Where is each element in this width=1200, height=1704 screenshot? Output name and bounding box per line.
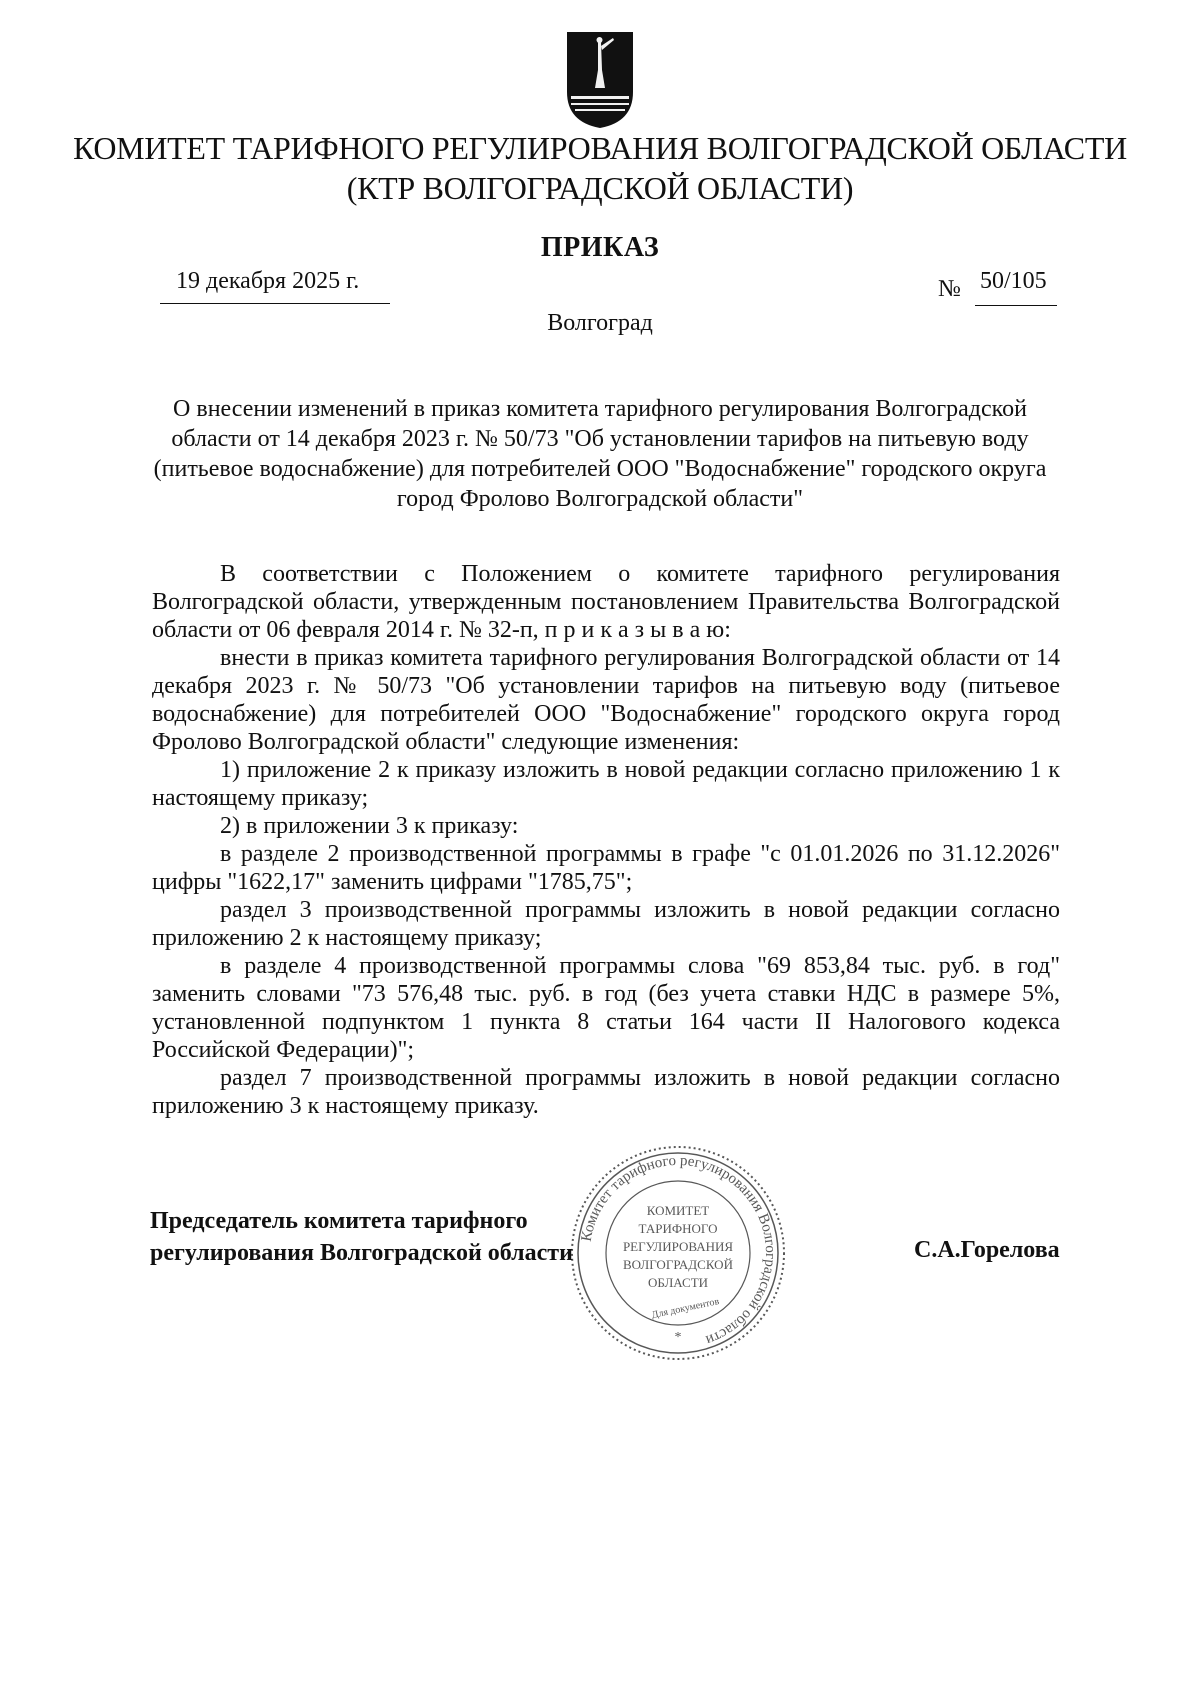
order-body	[152, 560, 1060, 1120]
order-number: 50/105	[980, 268, 1047, 294]
signatory-position	[150, 1205, 573, 1269]
official-stamp	[568, 1143, 788, 1363]
stamp-inner-line: ТАРИФНОГО	[638, 1221, 718, 1236]
signatory-name: С.А.Горелова	[914, 1237, 1060, 1263]
stamp-inner-line: КОМИТЕТ	[646, 1203, 710, 1218]
stamp-inner-line: РЕГУЛИРОВАНИЯ	[622, 1239, 734, 1254]
stamp-note: Для документов	[650, 1296, 721, 1322]
subject-line: области от 14 декабря 2023 г. № 50/73 "Об установлении тарифов на питьевую воду	[171, 426, 1029, 452]
position-line: Председатель комитета тарифного	[150, 1208, 528, 1234]
coat-of-arms-icon	[565, 30, 635, 130]
city: Волгоград	[547, 310, 653, 336]
date-underline	[160, 303, 390, 304]
body-paragraph: в разделе 4 производственной программы слова "69 853,84 тыс. руб. в год" заменить словами "73 576,48 тыс. руб. в год (без учета ставки НДС в размере 5%, установленной подпунктом 1 пункта 8 статьи 164 части II Налогового кодекса Российской Федерации)";	[152, 953, 1060, 1063]
stamp-outer-text: Комитет тарифного регулирования Волгоградской области	[578, 1152, 779, 1349]
order-date: 19 декабря 2025 г.	[176, 268, 360, 294]
subject-line: О внесении изменений в приказ комитета тарифного регулирования Волгоградской	[173, 396, 1027, 422]
body-paragraph: В соответствии с Положением о комитете тарифного регулирования Волгоградской области, утвержденным постановлением Правительства Волгоградской области от 06 февраля 2014 г. № 32-п, п р и к а з ы в а ю:	[152, 561, 1060, 643]
number-sign: №	[938, 276, 961, 302]
stamp-inner-line: ОБЛАСТИ	[647, 1275, 709, 1290]
body-paragraph: раздел 7 производственной программы изложить в новой редакции согласно приложению 3 к настоящему приказу.	[152, 1065, 1060, 1119]
organization-short-name: (КТР ВОЛГОГРАДСКОЙ ОБЛАСТИ)	[346, 170, 854, 206]
body-paragraph: внести в приказ комитета тарифного регулирования Волгоградской области от 14 декабря 2023 г. № 50/73 "Об установлении тарифов на питьевую воду (питьевое водоснабжение) для потребителей ООО "Водоснабжение" городского округа город Фролово Волгоградской области" следующие изменения:	[152, 645, 1060, 755]
body-paragraph: раздел 3 производственной программы изложить в новой редакции согласно приложению 2 к настоящему приказу;	[152, 897, 1060, 951]
stamp-star: *	[674, 1330, 682, 1345]
subject-line: город Фролово Волгоградской области"	[396, 486, 804, 512]
body-paragraph: в разделе 2 производственной программы в графе "с 01.01.2026 по 31.12.2026" цифры "1622,17" заменить цифрами "1785,75";	[152, 841, 1060, 895]
subject-line: (питьевое водоснабжение) для потребителей ООО "Водоснабжение" городского округа	[153, 456, 1047, 482]
order-subject	[150, 394, 1050, 514]
body-paragraph: 1) приложение 2 к приказу изложить в новой редакции согласно приложению 1 к настоящему приказу;	[152, 757, 1060, 811]
organization-name: КОМИТЕТ ТАРИФНОГО РЕГУЛИРОВАНИЯ ВОЛГОГРАДСКОЙ ОБЛАСТИ	[73, 130, 1127, 166]
position-line: регулирования Волгоградской области	[150, 1240, 573, 1266]
stamp-inner-line: ВОЛГОГРАДСКОЙ	[623, 1257, 733, 1272]
document-type-title: ПРИКАЗ	[540, 232, 660, 263]
number-underline	[975, 305, 1057, 306]
body-paragraph: 2) в приложении 3 к приказу:	[220, 813, 519, 839]
